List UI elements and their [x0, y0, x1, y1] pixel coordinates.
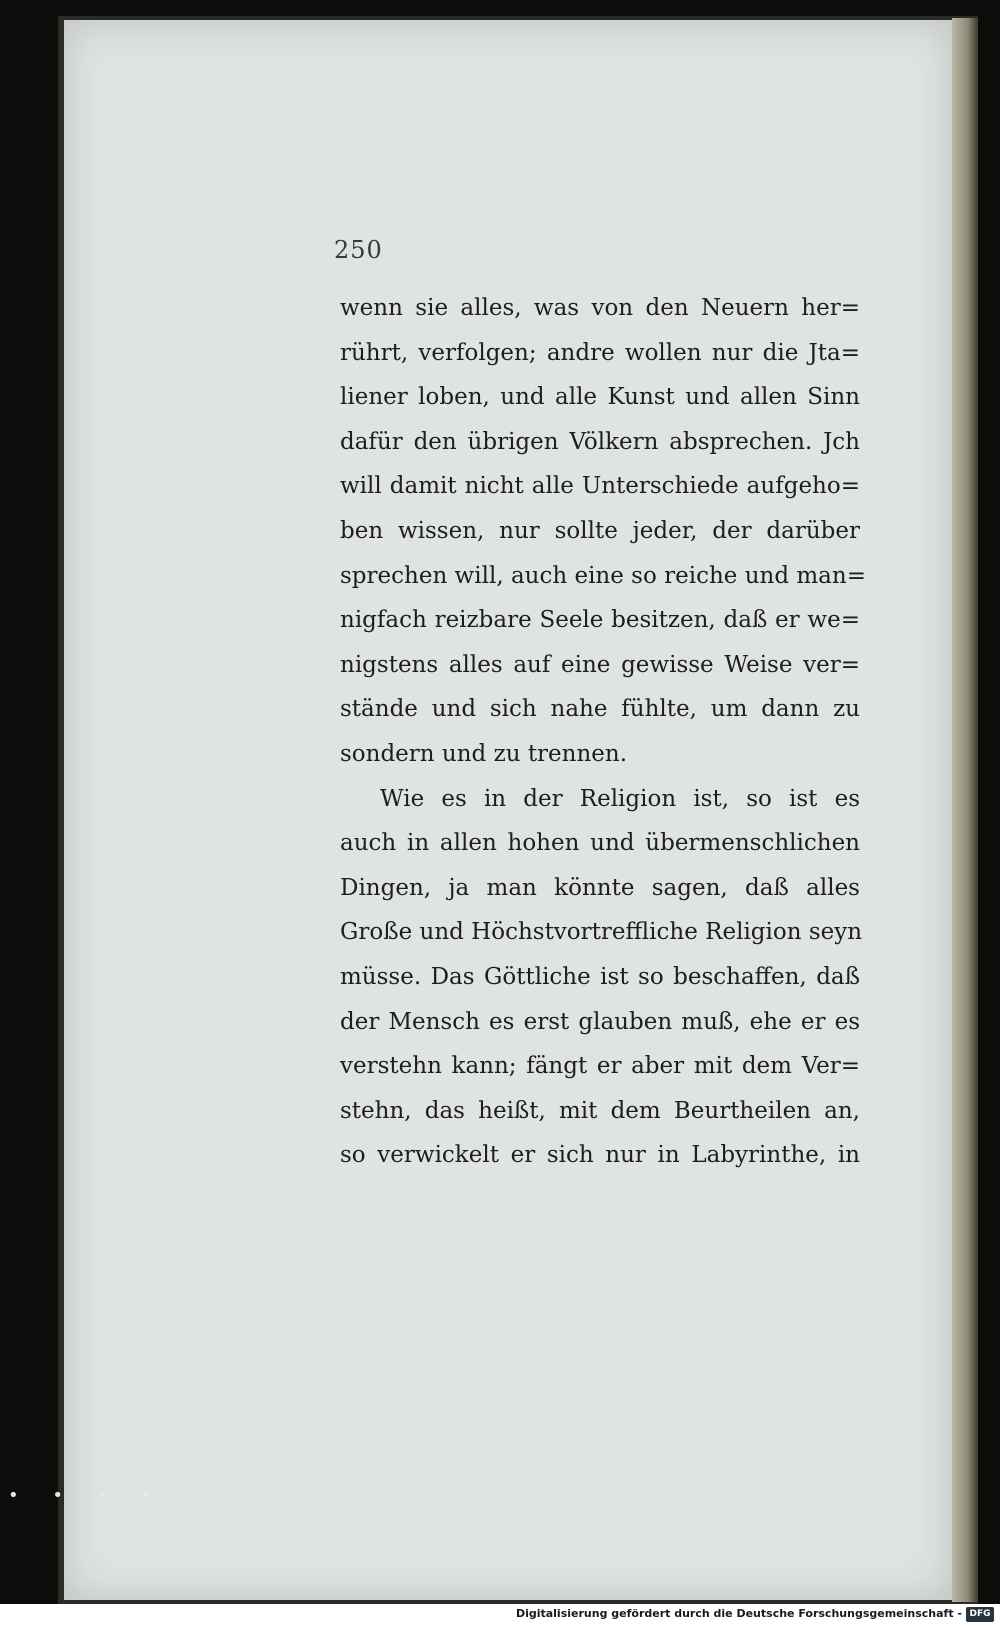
text-line: verstehn kann; fängt er aber mit dem Ver= [340, 1053, 860, 1080]
page-text [340, 286, 866, 1178]
text-line: sondern und zu trennen. [340, 740, 628, 767]
text-line: will damit nicht alle Unterschiede aufgeho= [340, 473, 860, 500]
text-line: nigfach reizbare Seele besitzen, daß er we= [340, 607, 860, 634]
page-edge [952, 18, 978, 1602]
text-line: liener loben, und alle Kunst und allen Sinn [340, 384, 860, 411]
text-line: so verwickelt er sich nur in Labyrinthe, in [340, 1142, 860, 1169]
text-line: der Mensch es erst glauben muß, ehe er es [340, 1008, 860, 1035]
text-line: dafür den übrigen Völkern absprechen. Jch [340, 428, 860, 455]
text-line: wenn sie alles, was von den Neuern her= [340, 295, 860, 321]
margin-dots: • • • • [8, 1485, 166, 1506]
text-line: müsse. Das Göttliche ist so beschaffen, daß [340, 963, 860, 990]
text-line: sprechen will, auch eine so reiche und man= [340, 562, 866, 589]
page-number: 250 [334, 236, 383, 264]
footer-bar [0, 1604, 1000, 1626]
dfg-logo: DFG [966, 1607, 994, 1622]
funding-credit: Digitalisierung gefördert durch die Deutsche Forschungsgemeinschaft - [515, 1607, 962, 1620]
text-line: Wie es in der Religion ist, so ist es [380, 785, 860, 812]
text-line: auch in allen hohen und übermenschlichen [340, 830, 860, 857]
text-line: ben wissen, nur sollte jeder, der darüber [340, 517, 860, 544]
text-line: rührt, verfolgen; andre wollen nur die Jta= [340, 339, 860, 366]
text-line: nigstens alles auf eine gewisse Weise ver= [340, 651, 860, 678]
text-line: stände und sich nahe fühlte, um dann zu [340, 696, 860, 723]
text-line: Dingen, ja man könnte sagen, daß alles [340, 874, 860, 901]
text-line: Große und Höchstvortreffliche Religion seyn [340, 919, 863, 946]
text-line: stehn, das heißt, mit dem Beurtheilen an, [340, 1097, 860, 1124]
